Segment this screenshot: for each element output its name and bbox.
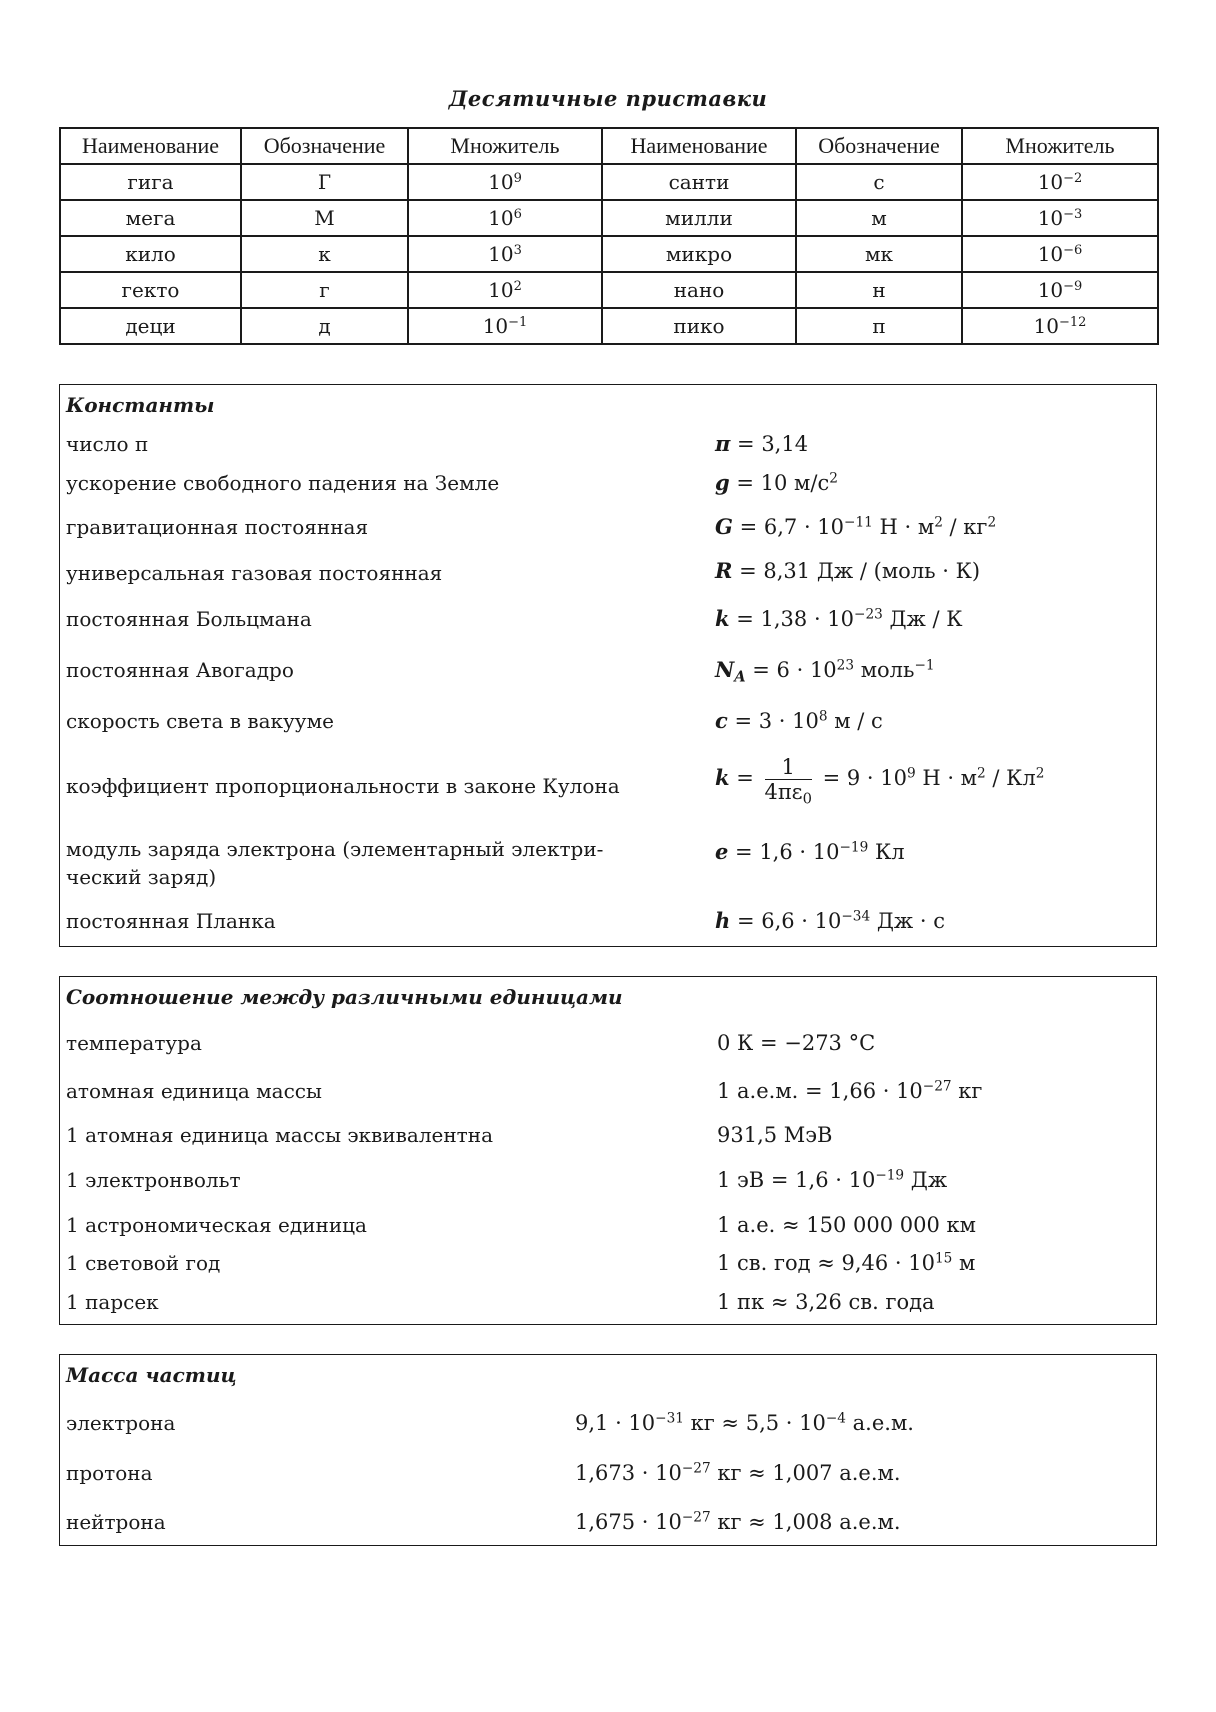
prefix-symbol: п: [796, 308, 962, 344]
prefix-name: гига: [60, 164, 241, 200]
prefix-name: милли: [602, 200, 796, 236]
page-title: Десятичные приставки: [448, 86, 768, 111]
unit-value: 931,5 МэВ: [717, 1123, 833, 1147]
masses-title: Масса частиц: [66, 1363, 237, 1387]
prefix-symbol: н: [796, 272, 962, 308]
constant-value: g = 10 $м/с^2$: [715, 470, 838, 495]
unit-label: температура: [66, 1031, 202, 1055]
mass-value: $1,675 \cdot 10^{-27}$ кг ≈ 1,008 а.е.м.: [575, 1509, 901, 1534]
unit-value: 1 св. год ≈ $9,46 \cdot 10^{15}$ м: [717, 1250, 976, 1275]
prefix-symbol: м: [796, 200, 962, 236]
constant-value: $k = 1,38 \cdot 10^{-23}$ Дж / К: [715, 606, 963, 631]
constant-label: постоянная Авогадро: [66, 658, 294, 682]
constants-title: Константы: [66, 393, 215, 417]
coulomb-fraction: $\frac{1}{4\pi\varepsilon_0}$: [764, 755, 812, 808]
constant-label: гравитационная постоянная: [66, 515, 369, 539]
constant-value: $e = 1,6 \cdot 10^{-19}$ Кл: [715, 839, 905, 864]
prefix-multiplier: $10^{-6}$: [962, 236, 1158, 272]
prefix-row: [60, 164, 1158, 200]
unit-value: 1 пк ≈ 3,26 св. года: [717, 1290, 935, 1314]
prefix-name: гекто: [60, 272, 241, 308]
prefix-name: пико: [602, 308, 796, 344]
header-name-2: Наименование: [602, 128, 796, 164]
prefix-symbol: мк: [796, 236, 962, 272]
prefix-name: деци: [60, 308, 241, 344]
unit-label: 1 световой год: [66, 1251, 221, 1275]
units-section: [59, 976, 1157, 1325]
prefix-multiplier: $10^{-12}$: [962, 308, 1158, 344]
prefix-multiplier: $10^6$: [408, 200, 602, 236]
masses-section: [59, 1354, 1157, 1546]
header-symbol-1: Обозначение: [241, 128, 408, 164]
prefix-symbol: д: [241, 308, 408, 344]
prefix-table: [59, 127, 1159, 345]
constant-value: k = $\frac{1}{4\pi\varepsilon_0}$ = $9 \cdot 10^9$ $Н \cdot м^2 / Кл^2$: [715, 755, 1045, 808]
unit-value: 1 а.е. ≈ 150 000 000 км: [717, 1213, 977, 1237]
prefix-multiplier: $10^3$: [408, 236, 602, 272]
prefix-multiplier: $10^9$: [408, 164, 602, 200]
constant-label: скорость света в вакууме: [66, 709, 334, 733]
constant-value: R = 8,31 Дж / (моль · К): [715, 558, 981, 583]
prefix-symbol: М: [241, 200, 408, 236]
prefix-symbol: с: [796, 164, 962, 200]
unit-label: 1 атомная единица массы эквивалентна: [66, 1123, 494, 1147]
prefix-symbol: г: [241, 272, 408, 308]
header-name-1: Наименование: [60, 128, 241, 164]
header-multiplier-2: Множитель: [962, 128, 1158, 164]
header-symbol-2: Обозначение: [796, 128, 962, 164]
prefix-multiplier: $10^{-2}$: [962, 164, 1158, 200]
prefix-symbol: к: [241, 236, 408, 272]
prefix-name: мега: [60, 200, 241, 236]
prefix-multiplier: $10^{-1}$: [408, 308, 602, 344]
prefix-name: санти: [602, 164, 796, 200]
constant-value: $G = 6,7 \cdot 10^{-11}$ $Н \cdot м^2 / кг^2$: [715, 514, 997, 539]
prefix-name: нано: [602, 272, 796, 308]
unit-label: атомная единица массы: [66, 1079, 322, 1103]
unit-label: 1 астрономическая единица: [66, 1213, 367, 1237]
constant-value: $N_A = 6 \cdot 10^{23}$ моль$^{-1}$: [715, 657, 935, 686]
unit-value: 1 эВ = $1,6 \cdot 10^{-19}$ Дж: [717, 1167, 948, 1192]
constant-label: коэффициент пропорциональности в законе Кулона: [66, 774, 620, 798]
unit-label: 1 электронвольт: [66, 1168, 241, 1192]
constant-label: постоянная Больцмана: [66, 607, 312, 631]
constant-label: универсальная газовая постоянная: [66, 561, 443, 585]
prefix-name: кило: [60, 236, 241, 272]
constant-value: $c = 3 \cdot 10^8$ м / с: [715, 708, 883, 733]
constants-section: [59, 384, 1157, 947]
constant-label: постоянная Планка: [66, 909, 276, 933]
mass-value: $9,1 \cdot 10^{-31}$ кг ≈ $5,5 \cdot 10^{-4}$ а.е.м.: [575, 1410, 914, 1435]
mass-label: нейтрона: [66, 1510, 166, 1534]
prefix-row: [60, 200, 1158, 236]
units-title: Соотношение между различными единицами: [66, 985, 623, 1009]
mass-value: $1,673 \cdot 10^{-27}$ кг ≈ 1,007 а.е.м.: [575, 1460, 901, 1485]
unit-value: 1 а.е.м. = $1,66 \cdot 10^{-27}$ кг: [717, 1078, 983, 1103]
unit-value: 0 К = −273 °С: [717, 1031, 876, 1055]
prefix-row: [60, 308, 1158, 344]
constant-label: модуль заряда электрона (элементарный электри- ческий заряд): [66, 837, 604, 889]
mass-label: электрона: [66, 1411, 176, 1435]
unit-label: 1 парсек: [66, 1290, 159, 1314]
header-multiplier-1: Множитель: [408, 128, 602, 164]
prefix-symbol: Г: [241, 164, 408, 200]
prefix-row: [60, 272, 1158, 308]
constant-value: $h = 6,6 \cdot 10^{-34}$ Дж · с: [715, 908, 946, 933]
prefix-multiplier: $10^{-9}$: [962, 272, 1158, 308]
prefix-header-row: [60, 128, 1158, 164]
constant-label: число π: [66, 432, 149, 456]
prefix-multiplier: $10^2$: [408, 272, 602, 308]
constant-value: π = 3,14: [715, 431, 809, 456]
prefix-name: микро: [602, 236, 796, 272]
constant-label: ускорение свободного падения на Земле: [66, 471, 500, 495]
mass-label: протона: [66, 1461, 153, 1485]
prefix-row: [60, 236, 1158, 272]
prefix-multiplier: $10^{-3}$: [962, 200, 1158, 236]
